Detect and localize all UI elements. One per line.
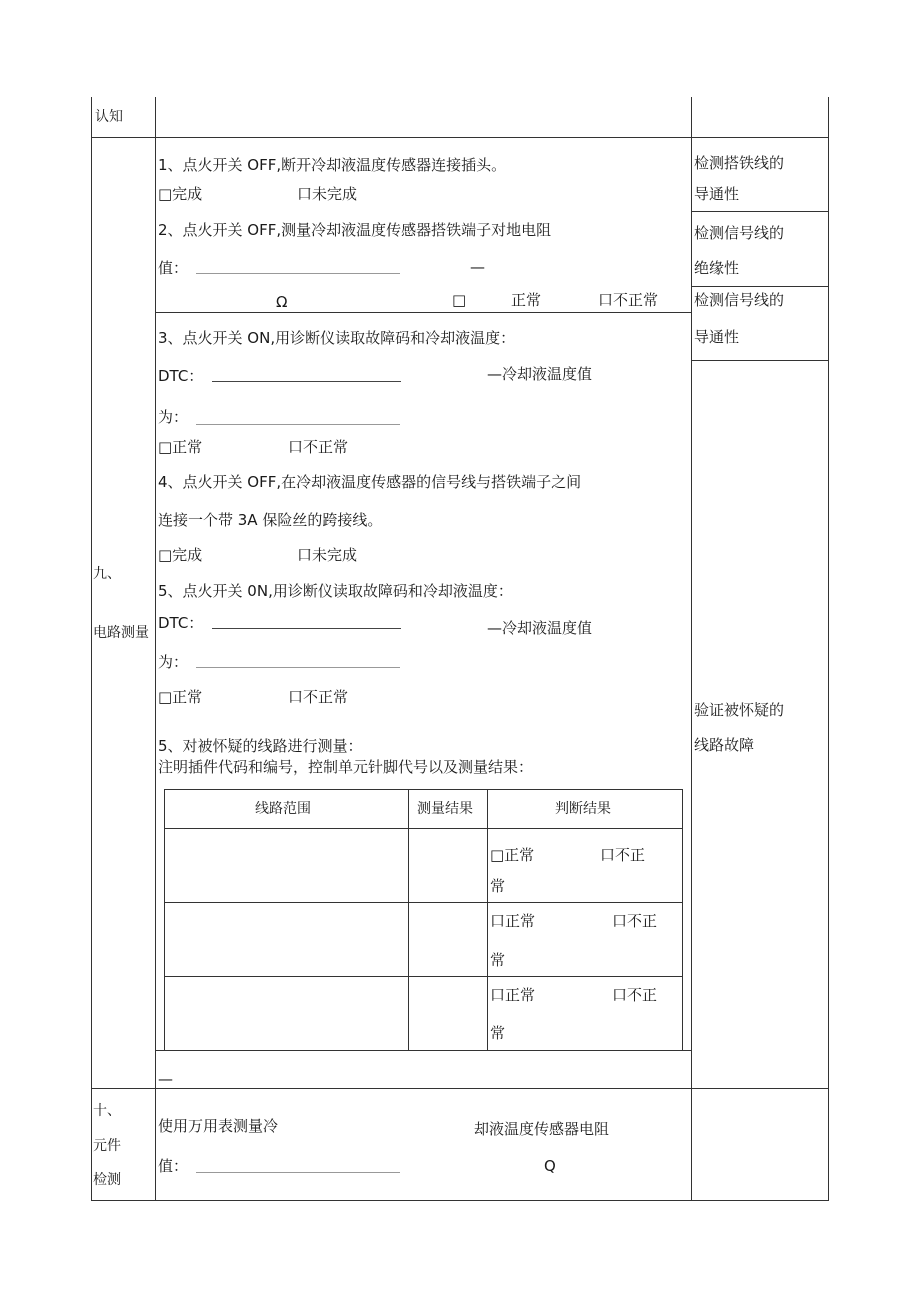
step4-not-done-checkbox[interactable]: 口未完成 <box>297 546 358 564</box>
step5-abnormal-checkbox[interactable]: 口不正常 <box>288 688 349 706</box>
inner-table-left <box>164 789 165 1051</box>
table-row3-abnormal-checkbox[interactable]: 口不正 <box>612 986 658 1004</box>
table-row1-abnormal-checkbox[interactable]: 口不正 <box>600 846 646 864</box>
table-header-result: 测量结果 <box>417 801 473 817</box>
step5-wei-label: 为： <box>158 653 189 671</box>
step2-abnormal-checkbox[interactable]: 口不正常 <box>598 291 659 309</box>
inner-table-col1 <box>408 789 409 1051</box>
inner-table-right <box>682 789 683 1051</box>
step5-temp-underline[interactable] <box>196 667 400 668</box>
inner-table-bottom <box>164 1050 683 1051</box>
step2-dash: — <box>470 258 485 276</box>
step3-dtc-underline[interactable] <box>212 381 401 382</box>
border-left <box>91 97 92 1201</box>
table-row2-abnormal-tail: 常 <box>490 951 506 969</box>
ten-text-right: 却液温度传感器电阻 <box>474 1120 610 1138</box>
row-line-nine-bottom <box>91 1088 829 1089</box>
row-label-nine-title: 电路测量 <box>93 625 149 641</box>
inner-table-row1-bottom <box>164 902 683 903</box>
purpose-1-line1: 检测搭铁线的 <box>694 154 785 172</box>
purpose-line-1 <box>691 211 829 212</box>
table-row3-normal-checkbox[interactable]: 口正常 <box>490 986 536 1004</box>
table-row2-abnormal-checkbox[interactable]: 口不正 <box>612 912 658 930</box>
step3-temp-underline[interactable] <box>196 424 400 425</box>
step5-text: 5、点火开关 0N,用诊断仪读取故障码和冷却液温度： <box>158 582 513 600</box>
step3-abnormal-checkbox[interactable]: 口不正常 <box>288 438 349 456</box>
purpose-line-3 <box>691 360 829 361</box>
step2-normal-checkbox[interactable]: □ 正常 <box>452 291 541 309</box>
purpose-2-line1: 检测信号线的 <box>694 224 785 242</box>
step1-done-checkbox[interactable]: □完成 <box>158 185 203 203</box>
inner-table-col2 <box>487 789 488 1051</box>
ten-unit: Q <box>544 1157 556 1175</box>
row-line-step2-bottom <box>155 312 692 313</box>
step6-text-line2: 注明插件代码和编号，控制单元针脚代号以及测量结果： <box>158 758 534 776</box>
ten-text-left: 使用万用表测量冷 <box>158 1117 279 1135</box>
row-label-ten-line2: 元件 <box>93 1138 121 1154</box>
step2-value-underline[interactable] <box>196 273 400 274</box>
step3-dtc-label: DTC： <box>158 367 204 385</box>
step5-dtc-underline[interactable] <box>212 628 401 629</box>
table-header-judgement: 判断结果 <box>555 801 611 817</box>
row-label-ten-line3: 检测 <box>93 1172 121 1188</box>
row-line-page-bottom <box>91 1200 829 1201</box>
step3-wei-label: 为： <box>158 408 189 426</box>
table-end-dash: — <box>158 1070 173 1088</box>
purpose-1-line2: 导通性 <box>694 185 740 203</box>
purpose-2-line2: 绝缘性 <box>694 259 740 277</box>
purpose-4-line2: 线路故障 <box>694 736 755 754</box>
step6-text-line1: 5、对被怀疑的线路进行测量： <box>158 737 363 755</box>
table-row3-abnormal-tail: 常 <box>490 1024 506 1042</box>
step1-not-done-checkbox[interactable]: 口未完成 <box>297 185 358 203</box>
table-header-range: 线路范围 <box>255 801 311 817</box>
ten-value-underline[interactable] <box>196 1172 400 1173</box>
purpose-line-2 <box>691 286 829 287</box>
step5-normal-checkbox[interactable]: □正常 <box>158 688 203 706</box>
step2-unit: Ω <box>276 293 288 311</box>
inner-table-row2-bottom <box>164 976 683 977</box>
step2-text: 2、点火开关 OFF,测量冷却液温度传感器搭铁端子对地电阻 <box>158 221 552 239</box>
step4-text-line1: 4、点火开关 OFF,在冷却液温度传感器的信号线与搭铁端子之间 <box>158 473 582 491</box>
row-label-nine-num: 九、 <box>93 566 121 582</box>
step1-text: 1、点火开关 OFF,断开冷却液温度传感器连接插头。 <box>158 156 507 174</box>
step5-dtc-label: DTC： <box>158 614 204 632</box>
step4-text-line2: 连接一个带 3A 保险丝的跨接线。 <box>158 511 383 529</box>
purpose-4-line1: 验证被怀疑的 <box>694 701 785 719</box>
step4-done-checkbox[interactable]: □完成 <box>158 546 203 564</box>
purpose-3-line1: 检测信号线的 <box>694 291 785 309</box>
ten-value-label: 值： <box>158 1157 189 1175</box>
purpose-3-line2: 导通性 <box>694 328 740 346</box>
step3-normal-checkbox[interactable]: □正常 <box>158 438 203 456</box>
step3-text: 3、点火开关 ON,用诊断仪读取故障码和冷却液温度： <box>158 329 516 347</box>
table-row1-abnormal-tail: 常 <box>490 877 506 895</box>
row-line-renzhi-bottom <box>91 137 829 138</box>
border-col1 <box>155 97 156 1201</box>
step3-temp-label: —冷却液温度值 <box>487 365 593 383</box>
row-label-renzhi: 认知 <box>95 109 123 125</box>
step5-temp-label: —冷却液温度值 <box>487 619 593 637</box>
table-row1-normal-checkbox[interactable]: □正常 <box>490 846 535 864</box>
border-right <box>828 97 829 1201</box>
step2-value-label: 值： <box>158 259 189 277</box>
inner-table-top <box>164 789 683 790</box>
border-col2 <box>691 97 692 1201</box>
inner-table-header-bottom <box>164 828 683 829</box>
table-row2-normal-checkbox[interactable]: 口正常 <box>490 912 536 930</box>
row-label-ten-num: 十、 <box>93 1103 121 1119</box>
